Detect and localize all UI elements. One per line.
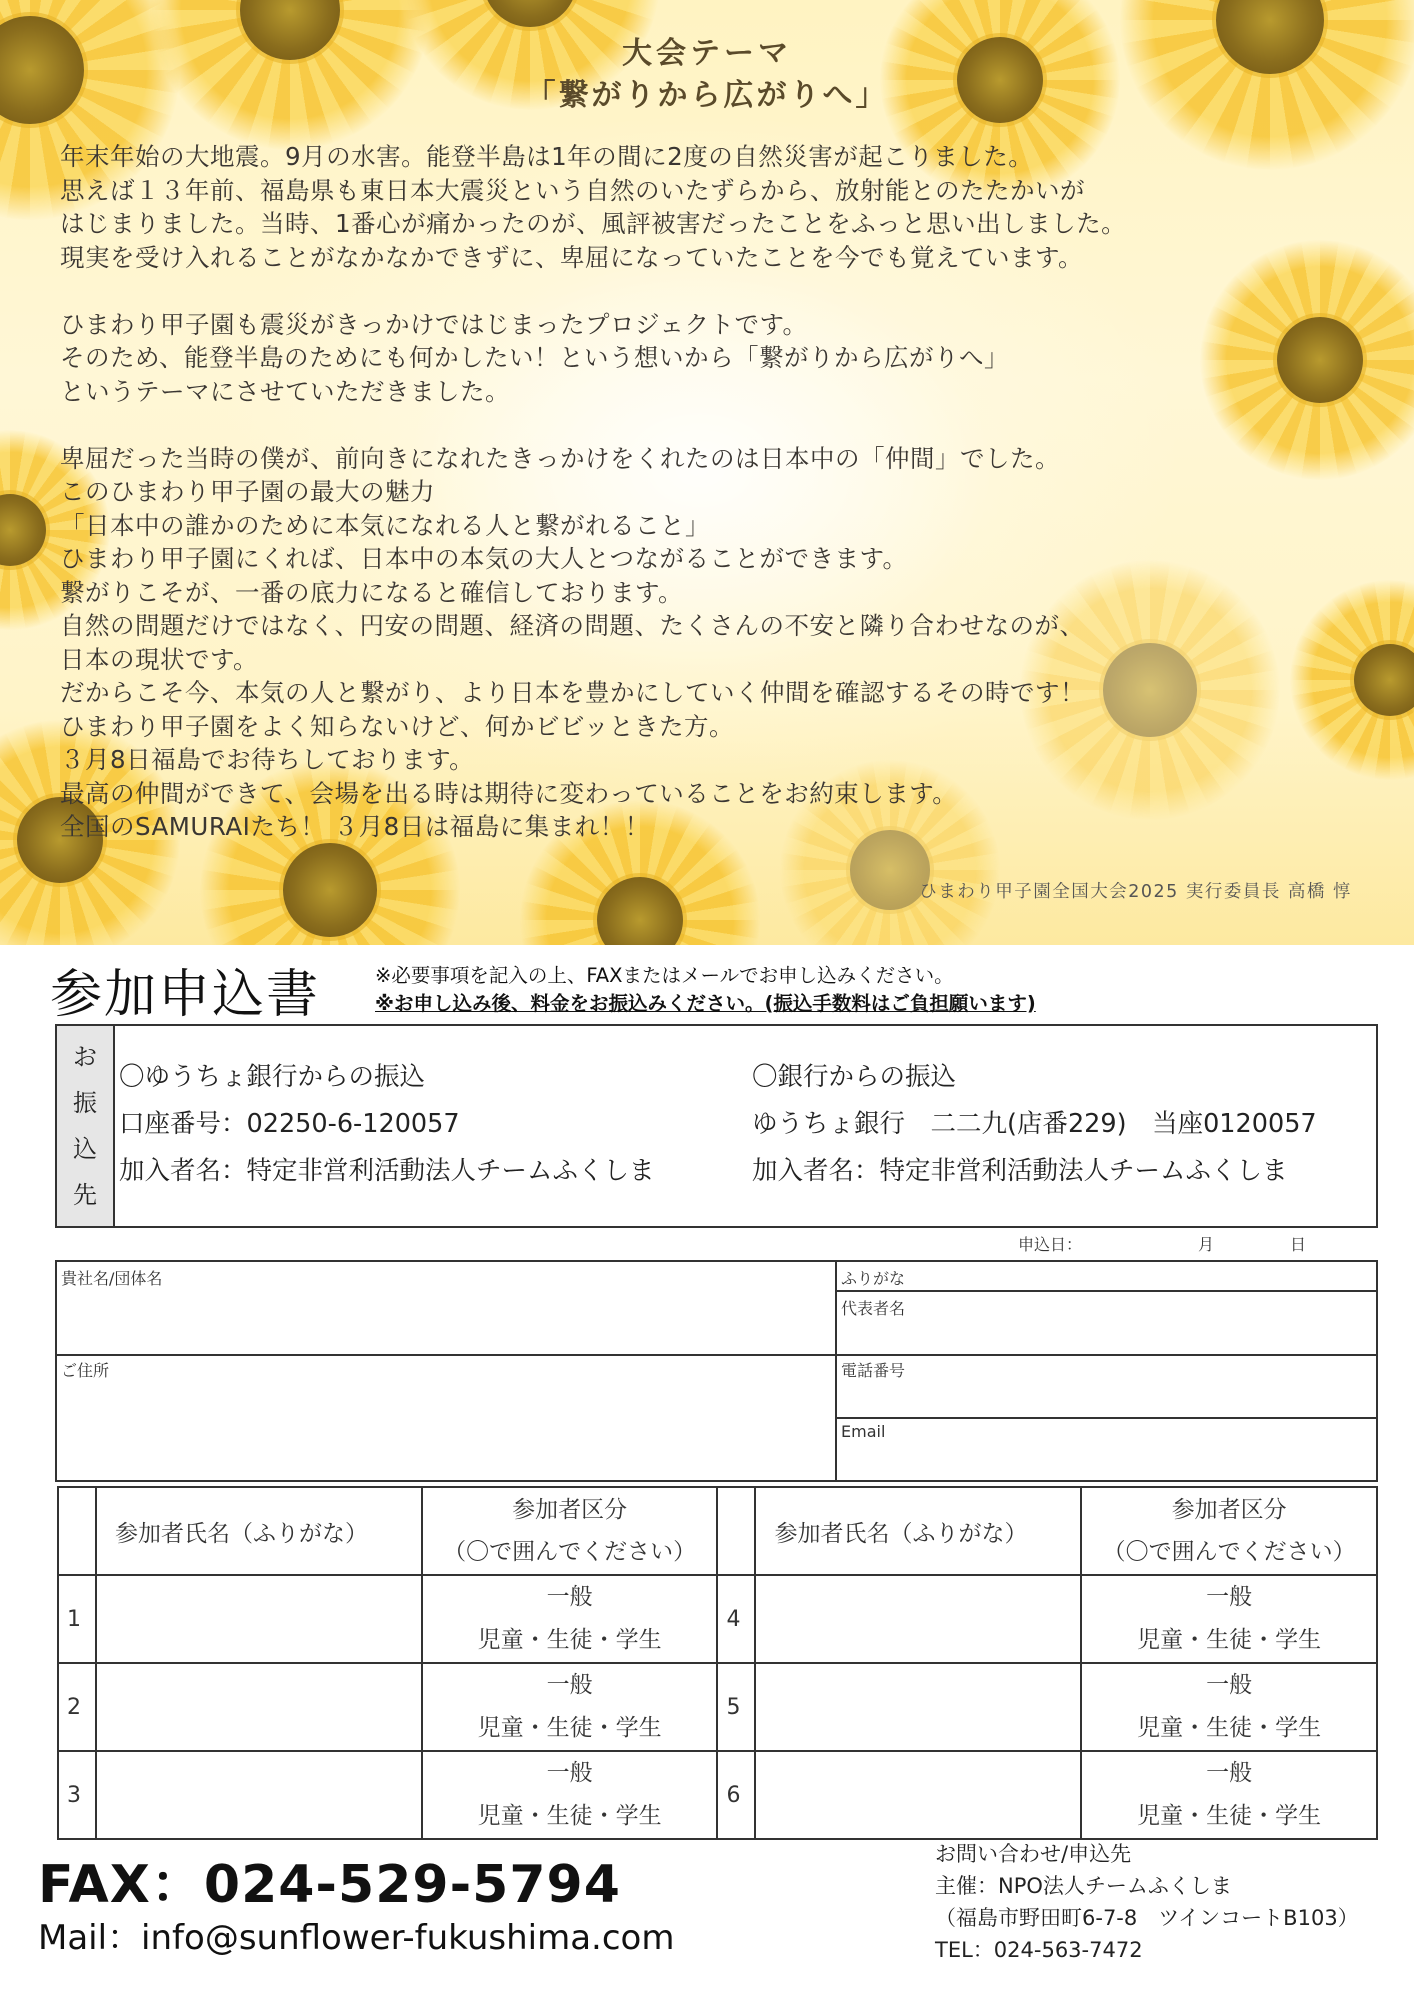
participant-name-input[interactable] xyxy=(96,1575,422,1663)
participant-category[interactable]: 一般 児童・生徒・学生 xyxy=(1081,1575,1377,1663)
theme-title: 大会テーマ xyxy=(622,36,792,71)
message-line: 日本の現状です。 xyxy=(60,644,259,674)
message-line: 思えば１３年前、福島県も東日本大震災という自然のいたずらから、放射能とのたたかいが xyxy=(60,175,1085,205)
message-line: 最高の仲間ができて、会場を出る時は期待に変わっていることをお約束します。 xyxy=(60,778,958,808)
participant-category[interactable]: 一般 児童・生徒・学生 xyxy=(422,1575,718,1663)
fax-number: FAX：024-529-5794 xyxy=(38,1855,621,1915)
form-title: 参加申込書 xyxy=(50,965,321,1025)
table-header-row xyxy=(58,1487,1377,1575)
participant-category[interactable]: 一般 児童・生徒・学生 xyxy=(422,1663,718,1751)
apply-date: 申込日： 月 日 xyxy=(1018,1235,1307,1254)
message-line: 卑屈だった当時の僕が、前向きになれたきっかけをくれたのは日本中の「仲間」でした。 xyxy=(60,443,1060,473)
participant-name-input[interactable] xyxy=(755,1751,1081,1839)
table-row xyxy=(58,1751,1377,1839)
message-line: このひまわり甲子園の最大の魅力 xyxy=(60,477,435,506)
message-line: 年末年始の大地震。9月の水害。能登半島は1年の間に2度の自然災害が起こりました。 xyxy=(60,142,1034,171)
name-header: 参加者氏名（ふりがな） xyxy=(96,1487,422,1575)
participant-category[interactable]: 一般 児童・生徒・学生 xyxy=(422,1751,718,1839)
representative-field[interactable]: 代表者名 xyxy=(841,1299,906,1318)
row-number: 6 xyxy=(717,1751,755,1839)
bank-transfer-box xyxy=(55,1024,1378,1228)
row-number: 2 xyxy=(58,1663,96,1751)
message-line: 自然の問題だけではなく、円安の問題、経済の問題、たくさんの不安と隣り合わせなのが、 xyxy=(60,611,1085,640)
category-header: 参加者区分 （〇で囲んでください） xyxy=(1081,1487,1377,1575)
message-line: ひまわり甲子園にくれば、日本中の本気の大人とつながることができます。 xyxy=(60,544,908,573)
contact-info: お問い合わせ/申込先 主催：NPO法人チームふくしま （福島市野田町6-7-8 ツインコートB103） TEL：024-563-7472 xyxy=(935,1842,1359,1962)
row-number: 5 xyxy=(717,1663,755,1751)
participant-category[interactable]: 一般 児童・生徒・学生 xyxy=(1081,1663,1377,1751)
message-line: ３月8日福島でお待ちしております。 xyxy=(60,745,475,774)
message-line: 現実を受け入れることがなかなかできずに、卑屈になっていたことを今でも覚えています。 xyxy=(60,242,1084,272)
hero-section xyxy=(0,0,1414,945)
message-line: ひまわり甲子園も震災がきっかけではじまったプロジェクトです。 xyxy=(60,309,808,339)
theme-subtitle: 「繋がりから広がりへ」 xyxy=(525,78,889,113)
category-header: 参加者区分 （〇で囲んでください） xyxy=(422,1487,718,1575)
message-body xyxy=(60,140,1380,844)
row-number: 3 xyxy=(58,1751,96,1839)
email-field[interactable]: Email xyxy=(841,1422,886,1441)
message-line: 繋がりこそが、一番の底力になると確信しております。 xyxy=(60,577,684,607)
form-note-payment: ※お申し込み後、料金をお振込みください。(振込手数料はご負担願います) xyxy=(375,992,1036,1015)
phone-field[interactable]: 電話番号 xyxy=(841,1361,906,1380)
row-number: 1 xyxy=(58,1575,96,1663)
name-header: 参加者氏名（ふりがな） xyxy=(755,1487,1081,1575)
message-line: だからこそ今、本気の人と繋がり、より日本を豊かにしていく仲間を確認するその時です！ xyxy=(60,678,1085,707)
message-line: 「日本中の誰かのために本気になれる人と繋がれること」 xyxy=(60,510,710,540)
table-row xyxy=(58,1663,1377,1751)
table-row xyxy=(58,1575,1377,1663)
furigana-field[interactable]: ふりがな xyxy=(841,1269,906,1288)
applicant-info-box xyxy=(55,1260,1378,1482)
bank-info-other: 〇銀行からの振込 ゆうちょ銀行 二二九(店番229) 当座0120057 加入者名：特定非営利活動法人チームふくしま xyxy=(752,1062,1317,1186)
signature: ひまわり甲子園全国大会2025 実行委員長 高橋 惇 xyxy=(919,882,1352,902)
email-address[interactable]: Mail：info@sunflower-fukushima.com xyxy=(38,1918,675,1958)
company-field[interactable]: 貴社名/団体名 xyxy=(61,1269,163,1288)
message-line: というテーマにさせていただきました。 xyxy=(60,376,510,406)
participant-name-input[interactable] xyxy=(755,1575,1081,1663)
bank-info-yucho: 〇ゆうちょ銀行からの振込 口座番号：02250-6-120057 加入者名：特定非営利活動法人チームふくしま xyxy=(119,1062,655,1186)
participant-name-input[interactable] xyxy=(96,1663,422,1751)
participants-table xyxy=(57,1486,1378,1840)
message-line: ひまわり甲子園をよく知らないけど、何かビビッときた方。 xyxy=(60,711,735,741)
bank-transfer-label: お 振 込 先 xyxy=(57,1026,115,1226)
message-line: 全国のSAMURAIたち！ ３月8日は福島に集まれ！！ xyxy=(60,812,650,841)
participant-name-input[interactable] xyxy=(96,1751,422,1839)
form-note: ※必要事項を記入の上、FAXまたはメールでお申し込みください。 xyxy=(375,964,954,987)
participant-name-input[interactable] xyxy=(755,1663,1081,1751)
address-field[interactable]: ご住所 xyxy=(61,1361,110,1380)
message-line: そのため、能登半島のためにも何かしたい！という想いから「繋がりから広がりへ」 xyxy=(60,343,1010,372)
message-line: はじまりました。当時、1番心が痛かったのが、風評被害だったことをふっと思い出しました。 xyxy=(60,209,1127,238)
participant-category[interactable]: 一般 児童・生徒・学生 xyxy=(1081,1751,1377,1839)
row-number: 4 xyxy=(717,1575,755,1663)
